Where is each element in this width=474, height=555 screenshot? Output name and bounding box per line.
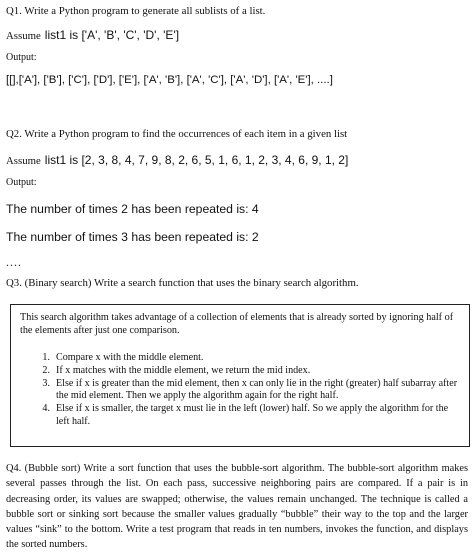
binary-search-description-box (10, 304, 470, 447)
step-number: 4. (42, 403, 50, 415)
question-2-ellipsis: .... (6, 255, 22, 269)
binary-search-step (36, 352, 461, 365)
question-2-output-line-1: The number of times 2 has been repeated is: 4 (6, 202, 259, 216)
binary-search-step (36, 365, 461, 378)
question-2-output-label: Output: (6, 177, 37, 188)
question-1-heading: Q1. Write a Python program to generate all sublists of a list. (6, 5, 266, 17)
binary-search-intro: This search algorithm takes advantage of a collection of elements that is already sorted by ignoring half of the elements after just one comparison. (20, 312, 454, 336)
step-text: If x matches with the middle element, we return the mid index. (56, 364, 311, 376)
question-1-output-label: Output: (6, 52, 37, 63)
question-4-paragraph: Q4. (Bubble sort) Write a sort function that uses the bubble-sort algorithm. The bubble-sort algorithm makes several passes through the list. On each pass, successive neighboring pairs are compared. If a pair is in decreasing order, its values are swapped; otherwise, the values remain unchanged. The technique is called a bubble sort or sinking sort because the smaller values gradually “bubble” their way to the top and the larger values “sink” to the bottom. Write a test program that reads in ten numbers, invokes the function, and displays the sorted numbers. (6, 463, 468, 551)
step-text: Else if x is smaller, the target x must lie in the left (lower) half. So we apply the algorithm for the left half. (56, 403, 449, 427)
step-number: 1. (42, 352, 50, 363)
question-2-heading: Q2. Write a Python program to find the occurrences of each item in a given list (6, 128, 348, 140)
binary-search-steps (36, 352, 461, 429)
step-text: Else if x is greater than the mid element, then x can only lie in the right (greater) half subarray after the mid element. Then we apply the algorithm again for the right half. (56, 377, 458, 402)
question-2-assume-label: Assume (6, 155, 41, 167)
binary-search-step (36, 378, 461, 404)
step-number: 3. (42, 377, 50, 389)
question-2-assume-value: list1 is [2, 3, 8, 4, 7, 9, 8, 2, 6, 5, 1, 6, 1, 2, 3, 4, 6, 9, 1, 2] (44, 153, 349, 167)
question-3-heading: Q3. (Binary search) Write a search function that uses the binary search algorithm. (6, 277, 359, 289)
assignment-page (6, 0, 468, 555)
question-1-assume-label: Assume (6, 30, 41, 42)
step-text: Compare x with the middle element. (56, 352, 204, 363)
question-1-output-line: [[],['A'], ['B'], ['C'], ['D'], ['E'], ['A', 'B'], ['A', 'C'], ['A', 'D'], ['A', 'E'], ....] (6, 74, 333, 86)
question-1-assumption (6, 26, 179, 44)
binary-search-step (36, 403, 461, 429)
step-number: 2. (42, 364, 50, 376)
question-2-assumption (6, 151, 348, 169)
question-2-output-line-2: The number of times 3 has been repeated is: 2 (6, 230, 259, 244)
question-1-assume-value: list1 is ['A', 'B', 'C', 'D', 'E'] (44, 28, 180, 42)
